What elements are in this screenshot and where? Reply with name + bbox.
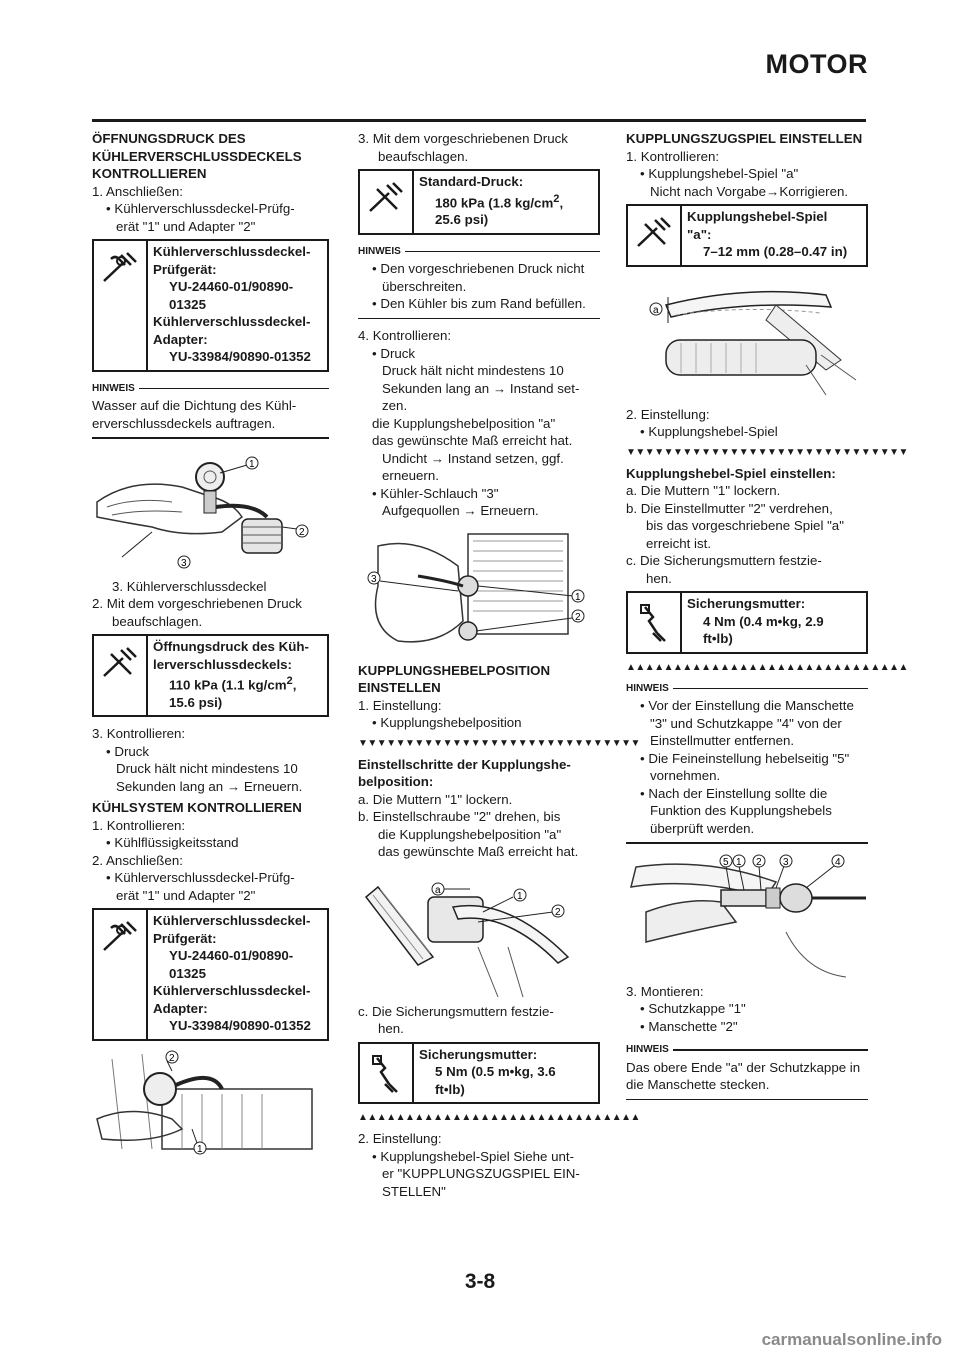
spec-label: Kühlerverschlussdeckel-	[153, 314, 311, 329]
radiator-cap-tester-illustration	[92, 447, 329, 572]
triangle-divider-end: ▲▲▲▲▲▲▲▲▲▲▲▲▲▲▲▲▲▲▲▲▲▲▲▲▲▲▲▲▲▲	[626, 661, 908, 673]
bullet: • Kühlflüssigkeitsstand	[106, 835, 239, 851]
section-heading: ÖFFNUNGSDRUCK DES KÜHLERVERSCHLUSSDECKELS KONTROLLIEREN	[92, 131, 302, 181]
bullet-cont: Einstellmutter entfernen.	[650, 733, 795, 748]
clutch-adjuster-illustration	[626, 852, 868, 977]
tool-icon	[94, 241, 148, 370]
spec-box	[92, 239, 329, 372]
callout-a: a	[435, 884, 441, 896]
bullet: • Den vorgeschriebenen Druck nicht	[372, 261, 585, 277]
bullet-cont: Druck hält nicht mindestens 10	[382, 363, 564, 379]
step-cont: beaufschlagen.	[112, 613, 203, 629]
rule	[92, 437, 329, 439]
bullet: • Kühlerverschlussdeckel-Prüfg-	[106, 201, 295, 216]
bullet: • Nach der Einstellung sollte die	[640, 785, 828, 801]
hinweis-label: HINWEIS	[626, 1041, 868, 1059]
bullet: • Kupplungshebel-Spiel Siehe unt-	[372, 1148, 575, 1164]
spec-box	[92, 908, 329, 1041]
spec-value: YU-24460-01/90890-	[169, 948, 294, 964]
triangle-divider-start: ▼▼▼▼▼▼▼▼▼▼▼▼▼▼▼▼▼▼▼▼▼▼▼▼▼▼▼▼▼▼	[626, 446, 908, 458]
clutch-lever-play-illustration	[626, 275, 868, 400]
spec-value: ft•lb)	[703, 631, 733, 646]
bullet: • Kupplungshebel-Spiel "a"	[640, 166, 799, 181]
spec-value: 7–12 mm (0.28–0.47 in)	[703, 244, 848, 259]
procedure-heading: Einstellschritte der Kupplungshe-belposition:	[358, 756, 571, 790]
spec-box	[92, 634, 329, 717]
callout-3: 3	[783, 856, 789, 868]
callout-2: 2	[575, 611, 581, 623]
spec-label: Sicherungsmutter:	[687, 596, 806, 611]
callout-5: 5	[723, 856, 729, 868]
spec-label: Kupplungshebel-Spiel	[687, 209, 828, 224]
callout-1: 1	[249, 458, 255, 470]
step-cont: die Kupplungshebelposition "a"	[378, 826, 562, 842]
spec-value: YU-33984/90890-01352	[169, 349, 311, 364]
spec-value: 01325	[169, 296, 206, 312]
bullet-cont: Druck hält nicht mindestens 10	[116, 761, 298, 777]
step-cont: das gewünschte Maß erreicht hat.	[378, 844, 579, 860]
page-number: 3-8	[464, 1270, 496, 1293]
step-cont: bis das vorgeschriebene Spiel "a"	[646, 518, 844, 533]
bullet-cont: Sekunden lang an → Instand set-	[382, 380, 580, 396]
callout-1: 1	[575, 591, 581, 603]
step-cont: erreicht ist.	[646, 535, 712, 551]
spec-value: 4 Nm (0.4 m•kg, 2.9	[703, 613, 824, 629]
step: a. Die Muttern "1" lockern.	[358, 791, 513, 807]
spec-label: Kühlerverschlussdeckel-	[153, 244, 311, 259]
section-heading: KUPPLUNGSHEBELPOSITION EINSTELLEN	[358, 662, 551, 696]
step: b. Die Einstellmutter "2" verdrehen,	[626, 500, 833, 516]
spec-label: Prüfgerät:	[153, 261, 217, 277]
bullet: • Vor der Einstellung die Manschette	[640, 698, 854, 713]
spec-label: Standard-Druck:	[419, 174, 524, 189]
column-middle	[358, 130, 640, 1200]
triangle-divider-start: ▼▼▼▼▼▼▼▼▼▼▼▼▼▼▼▼▼▼▼▼▼▼▼▼▼▼▼▼▼▼	[358, 737, 640, 749]
wrench-icon	[628, 593, 682, 652]
bullet-cont: Funktion des Kupplungshebels	[650, 803, 832, 818]
bullet: • Kühler-Schlauch "3"	[372, 485, 499, 501]
watermark: carmanualsonline.info	[761, 1329, 942, 1349]
step: b. Einstellschraube "2" drehen, bis	[358, 809, 561, 825]
step: 3. Mit dem vorgeschriebenen Druck	[358, 131, 568, 146]
spec-value: 25.6 psi)	[435, 212, 489, 228]
clutch-lever-position-illustration	[358, 867, 600, 997]
callout-1: 1	[517, 890, 523, 902]
step-cont: beaufschlagen.	[378, 148, 469, 164]
callout-4: 4	[835, 856, 841, 868]
spec-label: "a":	[687, 226, 712, 242]
page-title: MOTOR	[765, 49, 868, 79]
callout-2: 2	[555, 906, 561, 918]
spec-box	[358, 169, 600, 235]
bullet-cont: er "KUPPLUNGSZUGSPIEL EIN-	[382, 1166, 580, 1182]
spec-box	[626, 591, 868, 654]
step: a. Die Muttern "1" lockern.	[626, 483, 781, 498]
tool-icon	[628, 206, 682, 265]
spec-box	[626, 204, 868, 267]
bullet: • Die Feineinstellung hebelseitig "5"	[640, 750, 850, 766]
spec-value: ft•lb)	[435, 1081, 465, 1097]
bullet-cont: "3" und Schutzkappe "4" von der	[650, 715, 842, 731]
step: 2. Einstellung:	[626, 406, 710, 422]
spec-label: Sicherungsmutter:	[419, 1046, 538, 1062]
bullet-cont: erneuern.	[382, 468, 439, 484]
callout-1: 1	[736, 856, 742, 868]
bullet: • Den Kühler bis zum Rand befüllen.	[372, 296, 586, 312]
step-cont: hen.	[378, 1021, 404, 1037]
callout-2: 2	[299, 526, 305, 538]
header-rule	[92, 119, 866, 122]
hinweis-label: HINWEIS	[92, 380, 329, 398]
callout-2: 2	[169, 1052, 175, 1064]
bullet: • Manschette "2"	[640, 1018, 738, 1034]
spec-value: 01325	[169, 965, 206, 981]
bullet: das gewünschte Maß erreicht hat.	[372, 433, 573, 449]
step: 2. Anschließen:	[92, 852, 183, 868]
callout-1: 1	[197, 1143, 203, 1155]
rule	[626, 1099, 868, 1101]
spec-value: 110 kPa (1.1 $kg/cm^2$,	[169, 675, 297, 693]
step-cont: hen.	[646, 570, 672, 586]
spec-label: Kühlerverschlussdeckel-	[153, 913, 311, 929]
radiator-hose-illustration	[358, 526, 600, 656]
callout-2: 2	[756, 856, 762, 868]
column-left	[92, 130, 329, 1165]
spec-label: Adapter:	[153, 331, 208, 347]
bullet-cont: vornehmen.	[650, 768, 721, 783]
bullet: • Druck	[372, 345, 416, 361]
hinweis-label: HINWEIS	[358, 243, 600, 261]
spec-value: 5 Nm (0.5 m•kg, 3.6	[435, 1064, 556, 1080]
callout-3: 3	[181, 557, 187, 569]
note-text: Das obere Ende "a" der Schutzkappe in die Manschette stecken.	[626, 1059, 861, 1092]
callout-3: 3	[371, 573, 377, 585]
step: c. Die Sicherungsmuttern festzie-	[626, 553, 822, 568]
callout-a: a	[653, 304, 659, 316]
spec-box	[358, 1042, 600, 1105]
section-heading: KUPPLUNGSZUGSPIEL EINSTELLEN	[626, 131, 863, 146]
spec-label: Öffnungsdruck des Küh-	[153, 639, 309, 654]
step: 1. Kontrollieren:	[92, 817, 186, 833]
spec-label: Adapter:	[153, 1000, 208, 1016]
step: 2. Mit dem vorgeschriebenen Druck	[92, 596, 302, 611]
spec-value: YU-33984/90890-01352	[169, 1018, 311, 1034]
bullet: • Kupplungshebelposition	[372, 715, 522, 731]
bullet-cont: Sekunden lang an → Erneuern.	[116, 778, 303, 794]
spec-value: 15.6 psi)	[169, 694, 223, 710]
bullet-cont: erät "1" und Adapter "2"	[116, 218, 256, 234]
bullet: die Kupplungshebelposition "a"	[372, 415, 556, 431]
step: 3. Montieren:	[626, 983, 704, 999]
step: 1. Kontrollieren:	[626, 148, 720, 164]
bullet: • Schutzkappe "1"	[640, 1001, 746, 1016]
step: 3. Kontrollieren:	[92, 726, 186, 742]
wrench-icon	[360, 1044, 414, 1103]
column-right	[626, 130, 908, 1108]
step: 1. Anschließen:	[92, 183, 183, 199]
radiator-test-illustration	[92, 1049, 329, 1159]
spec-value: 180 kPa (1.8 $kg/cm^2$,	[435, 192, 564, 210]
bullet: • Kühlerverschlussdeckel-Prüfg-	[106, 870, 295, 886]
hinweis-label: HINWEIS	[626, 680, 868, 698]
rule	[626, 842, 868, 844]
rule	[358, 318, 600, 320]
caption: 3. Kühlerverschlussdeckel	[112, 578, 267, 594]
step: 4. Kontrollieren:	[358, 328, 452, 344]
bullet: • Druck	[106, 743, 150, 759]
bullet-cont: überprüft werden.	[650, 820, 755, 836]
bullet: • Kupplungshebel-Spiel	[640, 424, 778, 439]
step: c. Die Sicherungsmuttern festzie-	[358, 1003, 554, 1019]
step: 1. Einstellung:	[358, 697, 442, 713]
tool-icon	[94, 910, 148, 1039]
spec-value: YU-24460-01/90890-	[169, 279, 294, 294]
bullet-cont: Nicht nach Vorgabe→Korrigieren.	[650, 183, 849, 199]
tool-icon	[360, 171, 414, 233]
section-heading: KÜHLSYSTEM KONTROLLIEREN	[92, 800, 302, 816]
note-text: Wasser auf die Dichtung des Kühl-erverschlussdeckels auftragen.	[92, 398, 297, 431]
bullet-cont: überschreiten.	[382, 278, 467, 294]
triangle-divider-end: ▲▲▲▲▲▲▲▲▲▲▲▲▲▲▲▲▲▲▲▲▲▲▲▲▲▲▲▲▲▲	[358, 1112, 640, 1124]
bullet-cont: Undicht → Instand setzen, ggf.	[382, 450, 564, 466]
tool-icon	[94, 636, 148, 715]
spec-label: lerverschlussdeckels:	[153, 656, 292, 672]
procedure-heading: Kupplungshebel-Spiel einstellen:	[626, 465, 836, 481]
bullet-cont: STELLEN"	[382, 1183, 446, 1199]
bullet-cont: Aufgequollen → Erneuern.	[382, 503, 539, 519]
spec-label: Kühlerverschlussdeckel-	[153, 983, 311, 999]
spec-label: Prüfgerät:	[153, 930, 217, 946]
step: 2. Einstellung:	[358, 1131, 442, 1147]
bullet-cont: zen.	[382, 398, 408, 414]
bullet-cont: erät "1" und Adapter "2"	[116, 887, 256, 903]
